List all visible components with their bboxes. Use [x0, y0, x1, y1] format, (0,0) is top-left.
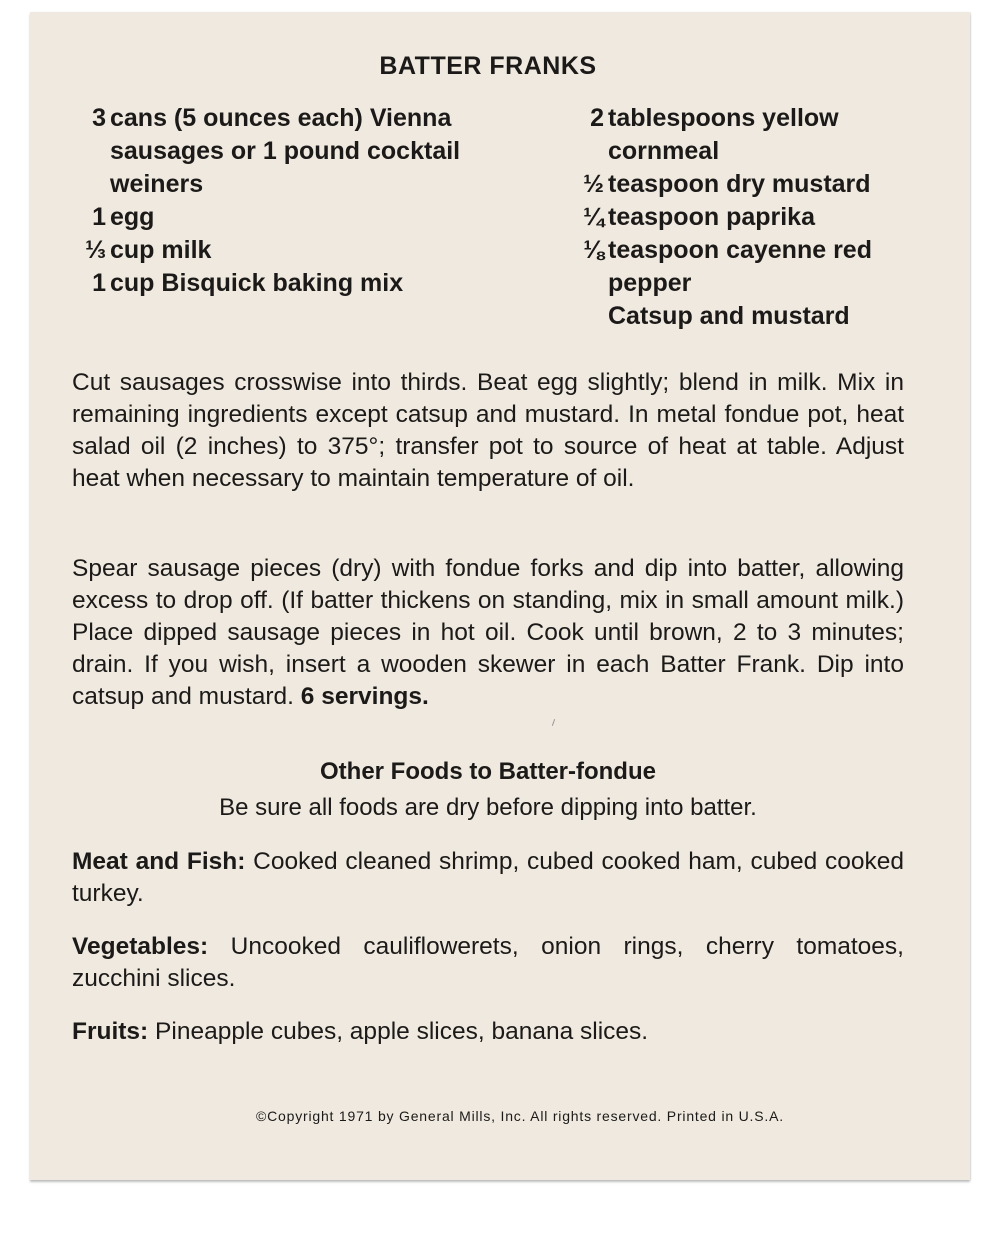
- ingredient-item: [578, 168, 958, 201]
- ingredient-text: cans (5 ounces each) Vienna sausages or 1 pound cocktail weiners: [110, 104, 461, 198]
- directions-paragraph-2-text: Spear sausage pieces (dry) with fondue forks and dip into batter, allowing excess to drop off. (If batter thickens on standing, mix in small amount milk.) Place dipped sausage pieces in hot oil. Cook until brown, 2 to 3 minutes; drain. If you wish, insert a wooden skewer in each Batter Frank. Dip into catsup and mustard.: [72, 555, 904, 710]
- ingredient-qty: ¼: [583, 203, 604, 231]
- ingredient-item: [80, 267, 420, 300]
- ingredients-left-column: [80, 102, 500, 300]
- ingredient-text: teaspoon dry mustard: [608, 170, 871, 198]
- other-foods-text: Cooked cleaned shrimp, cubed cooked ham, cubed cooked turkey.: [72, 848, 905, 907]
- servings: 6 servings.: [300, 683, 429, 710]
- ingredients-right-column: [578, 102, 958, 333]
- ingredient-qty: 1: [92, 269, 106, 297]
- ingredient-text: Catsup and mustard: [608, 302, 850, 330]
- other-foods-label: Meat and Fish:: [72, 848, 246, 875]
- recipe-title: BATTER FRANKS: [379, 52, 597, 80]
- ingredient-item: [80, 201, 500, 234]
- ingredient-item: [578, 201, 958, 234]
- ingredient-text: egg: [110, 203, 155, 231]
- other-foods-note: Be sure all foods are dry before dipping into batter.: [219, 794, 757, 821]
- ingredient-text: cup milk: [110, 236, 212, 264]
- ingredient-item: [578, 300, 958, 333]
- copyright-notice: ©Copyright 1971 by General Mills, Inc. All rights reserved. Printed in U.S.A.: [256, 1108, 784, 1124]
- ingredient-qty: 2: [590, 104, 604, 132]
- ingredient-qty: ⅛: [583, 236, 604, 264]
- ingredient-qty: ½: [583, 170, 604, 198]
- other-foods-item: [72, 846, 904, 910]
- ingredient-qty: ⅓: [85, 236, 106, 264]
- recipe-card: [30, 12, 970, 1180]
- ingredient-text: tablespoons yellow cornmeal: [608, 104, 839, 165]
- ingredient-item: [80, 102, 500, 201]
- ingredient-text: teaspoon paprika: [608, 203, 815, 231]
- other-foods-item: [72, 931, 904, 995]
- ingredient-item: [578, 102, 908, 168]
- directions-paragraph-2: [72, 553, 904, 713]
- ingredient-item: [578, 234, 938, 300]
- directions-paragraph-1: Cut sausages crosswise into thirds. Beat egg slightly; blend in milk. Mix in remaining ingredients except catsup and mustard. In metal fondue pot, heat salad oil (2 inches) to 375°; transfer pot to source of heat at table. Adjust heat when necessary to maintain temperature of oil.: [72, 369, 904, 492]
- other-foods-label: Fruits:: [72, 1018, 149, 1045]
- other-foods-text: Pineapple cubes, apple slices, banana slices.: [155, 1018, 649, 1045]
- paper-speck: [552, 719, 555, 726]
- other-foods-heading: Other Foods to Batter-fondue: [320, 758, 656, 785]
- ingredient-qty: 1: [92, 203, 106, 231]
- other-foods-label: Vegetables:: [72, 933, 209, 960]
- other-foods-text: Uncooked cauliflowerets, onion rings, cherry tomatoes, zucchini slices.: [72, 933, 904, 992]
- ingredient-text: teaspoon cayenne red pepper: [608, 236, 872, 297]
- other-foods-item: [72, 1016, 904, 1048]
- ingredient-item: [80, 234, 500, 267]
- ingredient-qty: 3: [92, 104, 106, 132]
- ingredient-text: cup Bisquick baking mix: [110, 269, 404, 297]
